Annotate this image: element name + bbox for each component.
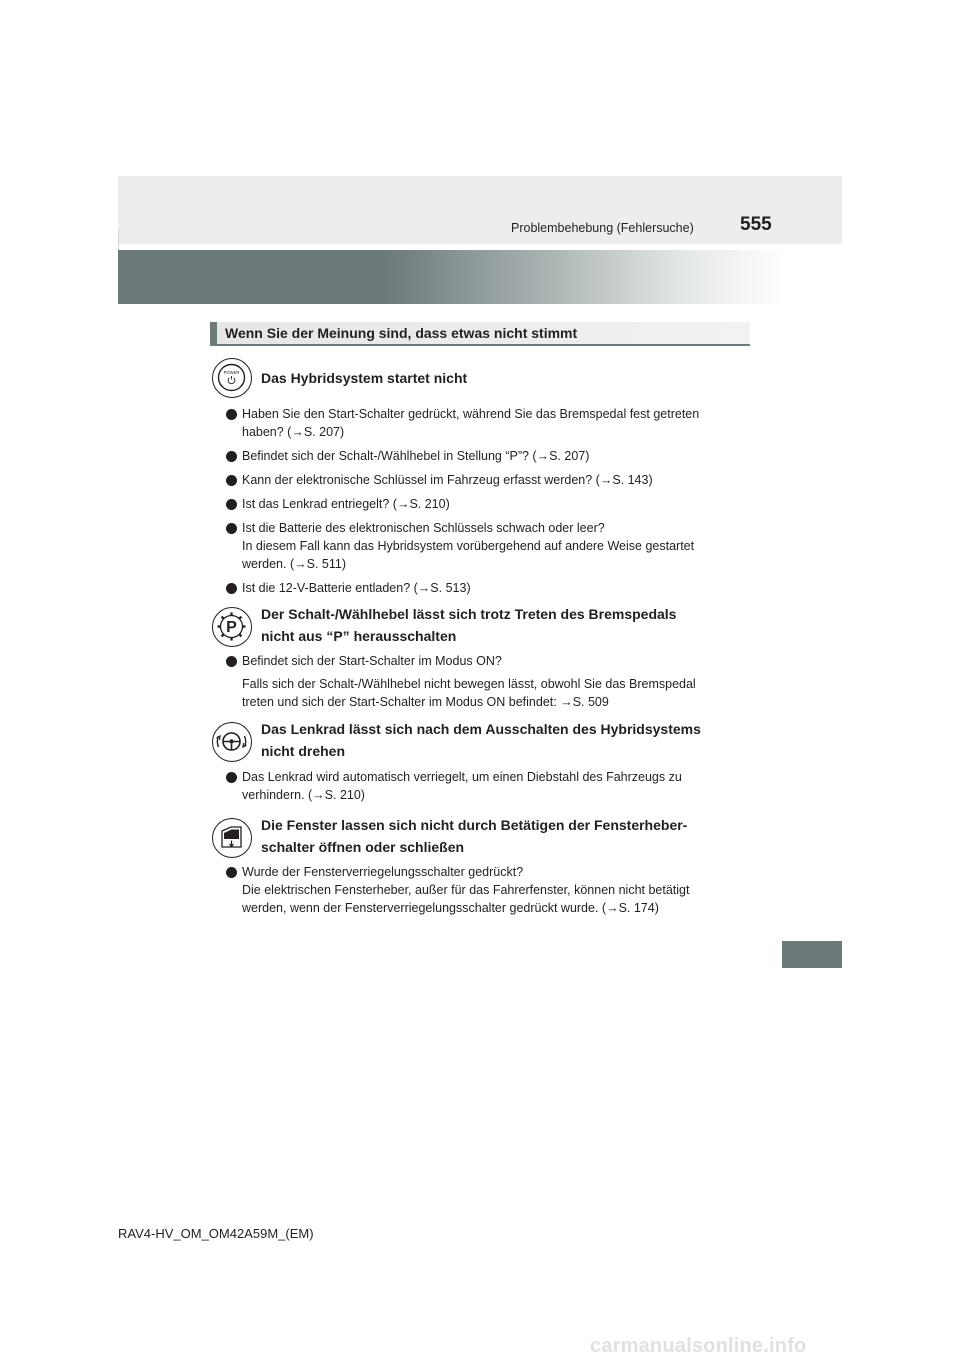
list-item: Ist die 12-V-Batterie entladen? (→S. 513) [211, 579, 747, 597]
list-item: Ist das Lenkrad entriegelt? (→S. 210) [211, 495, 747, 513]
chapter-thumb-tab [782, 941, 842, 968]
topic-title: Die Fenster lassen sich nicht durch Betätigen der Fensterheber- schalter öffnen oder schließen [261, 817, 688, 855]
list-item: Befindet sich der Start-Schalter im Modus ON? Falls sich der Schalt-/Wählhebel nicht bewegen lässt, obwohl Sie das Bremspedal treten und sich der Start-Schalter im Modus ON befindet: →S. 509 [211, 652, 747, 711]
watermark: carmanualsonline.info [590, 1335, 807, 1357]
topic-title: Das Hybridsystem startet nicht [261, 370, 468, 386]
document-code: RAV4-HV_OM_OM42A59M_(EM) [118, 1226, 314, 1241]
list-item: Wurde der Fensterverriegelungsschalter gedrückt? Die elektrischen Fensterheber, außer für das Fahrerfenster, können nicht betätigt werden, wenn der Fensterverriegelungsschalter gedrückt wurde. (→S. 174) [211, 863, 747, 917]
bullet-list [211, 652, 747, 717]
svg-text:P: P [226, 619, 237, 636]
section-heading: Wenn Sie der Meinung sind, dass etwas nicht stimmt [210, 322, 750, 346]
steering-lock-icon [212, 722, 252, 762]
list-item: Das Lenkrad wird automatisch verriegelt, um einen Diebstahl des Fahrzeugs zu verhindern. (→S. 210) [211, 768, 747, 804]
bullet-list [211, 405, 747, 603]
page-header-band [118, 176, 842, 244]
power-button-icon [212, 358, 252, 398]
header-divider [118, 230, 119, 250]
bullet-list [211, 863, 747, 923]
list-item: Kann der elektronische Schlüssel im Fahrzeug erfasst werden? (→S. 143) [211, 471, 747, 489]
window-switch-icon [212, 818, 252, 858]
page-number: 555 [740, 214, 772, 235]
topic-title: Der Schalt-/Wählhebel lässt sich trotz Treten des Bremspedals nicht aus “P” herausschalten [261, 606, 677, 644]
park-gear-icon [212, 607, 252, 647]
chapter-banner [118, 250, 790, 304]
list-item: Befindet sich der Schalt-/Wählhebel in Stellung “P”? (→S. 207) [211, 447, 747, 465]
chapter-title: Problembehebung (Fehlersuche) [511, 221, 694, 235]
svg-text:POWER: POWER [223, 370, 240, 375]
list-item: Ist die Batterie des elektronischen Schlüssels schwach oder leer? In diesem Fall kann das Hybridsystem vorübergehend auf andere Weise gestartet werden. (→S. 511) [211, 519, 747, 573]
topic-title: Das Lenkrad lässt sich nach dem Ausschalten des Hybridsystems nicht drehen [261, 721, 701, 759]
bullet-list [211, 768, 747, 810]
list-item: Haben Sie den Start-Schalter gedrückt, während Sie das Bremspedal fest getreten haben? (→S. 207) [211, 405, 747, 441]
